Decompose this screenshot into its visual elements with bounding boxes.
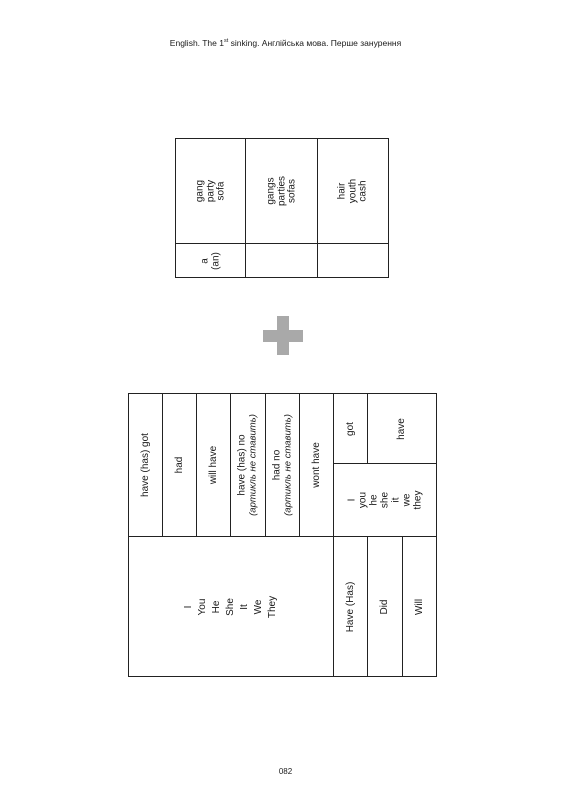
cell-text: Have (Has)	[344, 581, 356, 632]
cell-aux-will	[403, 537, 436, 676]
table-cell-article	[318, 244, 388, 277]
cell-aux-have	[334, 537, 367, 676]
cell-question-pronouns	[334, 464, 436, 536]
cell-have-got	[129, 394, 162, 536]
cell-text: gang party sofa	[193, 179, 226, 203]
cell-text: Did	[378, 598, 390, 615]
cell-text: will have	[207, 445, 219, 485]
table-cell-words	[246, 139, 317, 243]
cell-text: a (an)	[199, 251, 221, 270]
cell-have	[368, 394, 436, 463]
cell-wont-have	[300, 394, 333, 536]
cell-note: (артикль не ставить)	[281, 414, 293, 516]
header-title: English. The 1	[169, 38, 224, 48]
cell-got	[334, 394, 367, 463]
table-cell-words	[176, 139, 245, 243]
cell-main-text: had no	[271, 449, 282, 481]
cell-main-text: have (has) no	[236, 434, 248, 496]
cell-note: (артикль не ставить)	[247, 414, 258, 516]
cell-text: have	[395, 417, 407, 440]
cell-had	[163, 394, 196, 536]
cell-will-have	[197, 394, 230, 536]
table-cell-words	[318, 139, 388, 243]
cell-text: I You He She It We They	[183, 595, 278, 618]
cell-have-no	[231, 394, 265, 536]
cell-text: I you he she it we they	[346, 490, 424, 510]
cell-pronouns	[129, 537, 333, 676]
cell-had-no	[266, 394, 299, 536]
page-header	[0, 38, 571, 48]
cell-text: gangs parties sofas	[264, 175, 297, 207]
header-title-rest: sinking. Англійська мова. Перше занурення	[228, 38, 402, 48]
cell-text: wont have	[310, 442, 322, 488]
cell-aux-did	[368, 537, 402, 676]
table-cell-article	[246, 244, 317, 277]
cell-text	[238, 414, 259, 516]
table-cell-article	[176, 244, 245, 277]
cell-text: hair youth cash	[336, 178, 369, 204]
cell-text	[272, 414, 293, 516]
cell-text: have (has) got	[139, 433, 151, 497]
cell-text: had	[173, 456, 185, 474]
cell-text: Will	[413, 598, 425, 615]
page-number: 082	[278, 767, 293, 776]
header-sup: st	[223, 38, 229, 45]
cell-text: got	[344, 421, 356, 436]
